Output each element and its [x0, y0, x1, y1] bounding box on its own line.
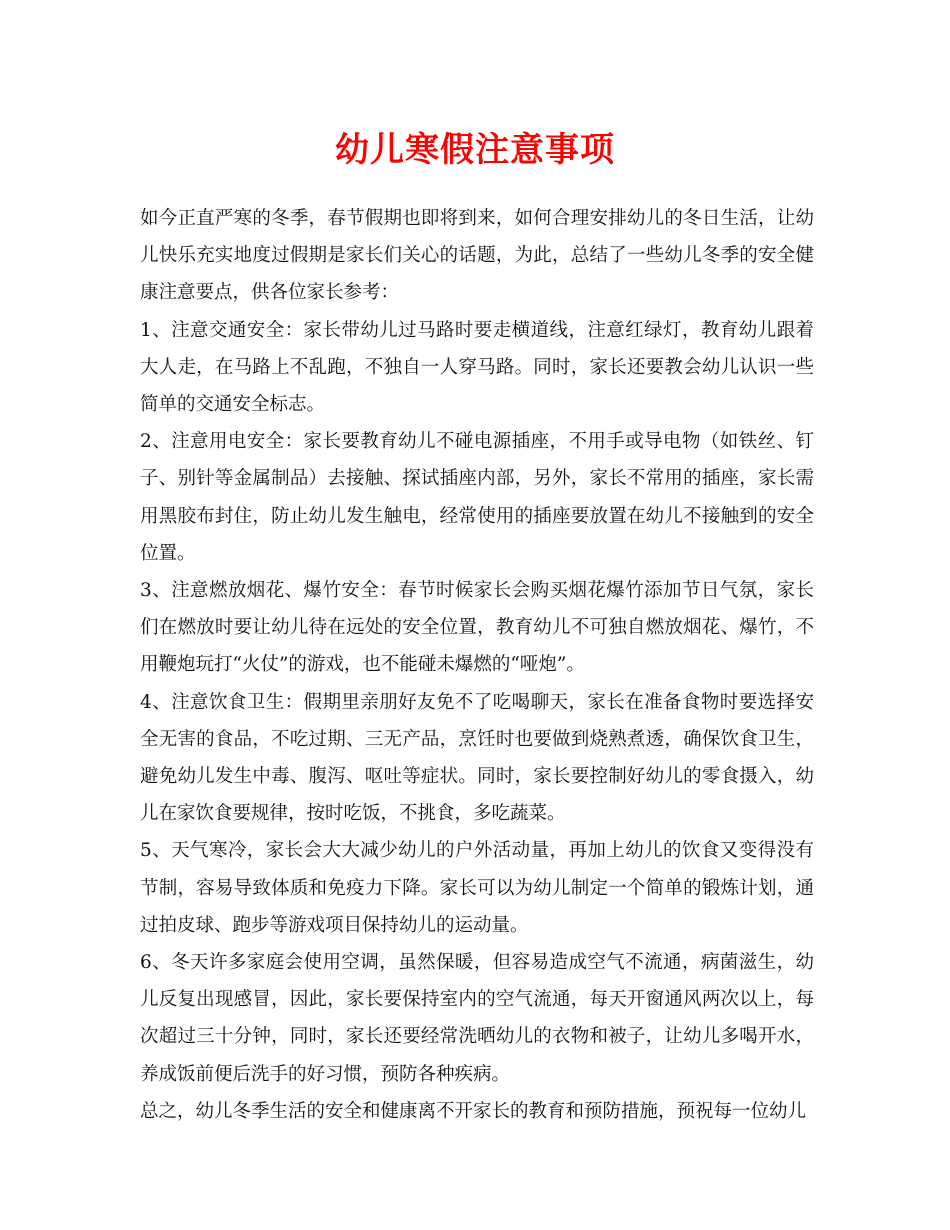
intro-paragraph: 如今正直严寒的冬季，春节假期也即将到来，如何合理安排幼儿的冬日生活，让幼儿快乐充实地度过假期是家长们关心的话题，为此，总结了一些幼儿冬季的安全健康注意要点，供各位家长参考： — [140, 208, 814, 304]
conclusion-paragraph: 总之，幼儿冬季生活的安全和健康离不开家长的教育和预防措施，预祝每一位幼儿 — [140, 1100, 807, 1122]
document-body — [140, 200, 814, 1130]
traffic-safety-paragraph: 1、注意交通安全：家长带幼儿过马路时要走横道线，注意红绿灯，教育幼儿跟着大人走，在马路上不乱跑，不独自一人穿马路。同时，家长还要教会幼儿认识一些简单的交通安全标志。 — [140, 319, 814, 416]
electric-safety-paragraph: 2、注意用电安全：家长要教育幼儿不碰电源插座，不用手或导电物（如铁丝、钉子、别针等金属制品）去接触、探试插座内部，另外，家长不常用的插座，家长需用黑胶布封住，防止幼儿发生触电，经常使用的插座要放置在幼儿不接触到的安全位置。 — [140, 431, 814, 564]
food-hygiene-paragraph: 4、注意饮食卫生：假期里亲朋好友免不了吃喝聊天，家长在准备食物时要选择安全无害的食品，不吃过期、三无产品，烹饪时也要做到烧熟煮透，确保饮食卫生，避免幼儿发生中毒、腹泻、呕吐等症状。同时，家长要控制好幼儿的零食摄入，幼儿在家饮食要规律，按时吃饭，不挑食，多吃蔬菜。 — [140, 691, 814, 825]
fireworks-safety-paragraph: 3、注意燃放烟花、爆竹安全：春节时候家长会购买烟花爆竹添加节日气氛，家长们在燃放时要让幼儿待在远处的安全位置，教育幼儿不可独自燃放烟花、爆竹，不用鞭炮玩打“火仗”的游戏，也不能碰未爆燃的“哑炮”。 — [140, 580, 814, 676]
exercise-paragraph: 5、天气寒冷，家长会大大减少幼儿的户外活动量，再加上幼儿的饮食又变得没有节制，容易导致体质和免疫力下降。家长可以为幼儿制定一个简单的锻炼计划，通过拍皮球、跑步等游戏项目保持幼儿的运动量。 — [140, 840, 814, 936]
document-title: 幼儿寒假注意事项 — [335, 130, 615, 170]
air-circulation-paragraph: 6、冬天许多家庭会使用空调，虽然保暖，但容易造成空气不流通，病菌滋生，幼儿反复出现感冒，因此，家长要保持室内的空气流通，每天开窗通风两次以上，每次超过三十分钟，同时，家长还要经常洗晒幼儿的衣物和被子，让幼儿多喝开水，养成饭前便后洗手的好习惯，预防各种疾病。 — [140, 952, 814, 1085]
